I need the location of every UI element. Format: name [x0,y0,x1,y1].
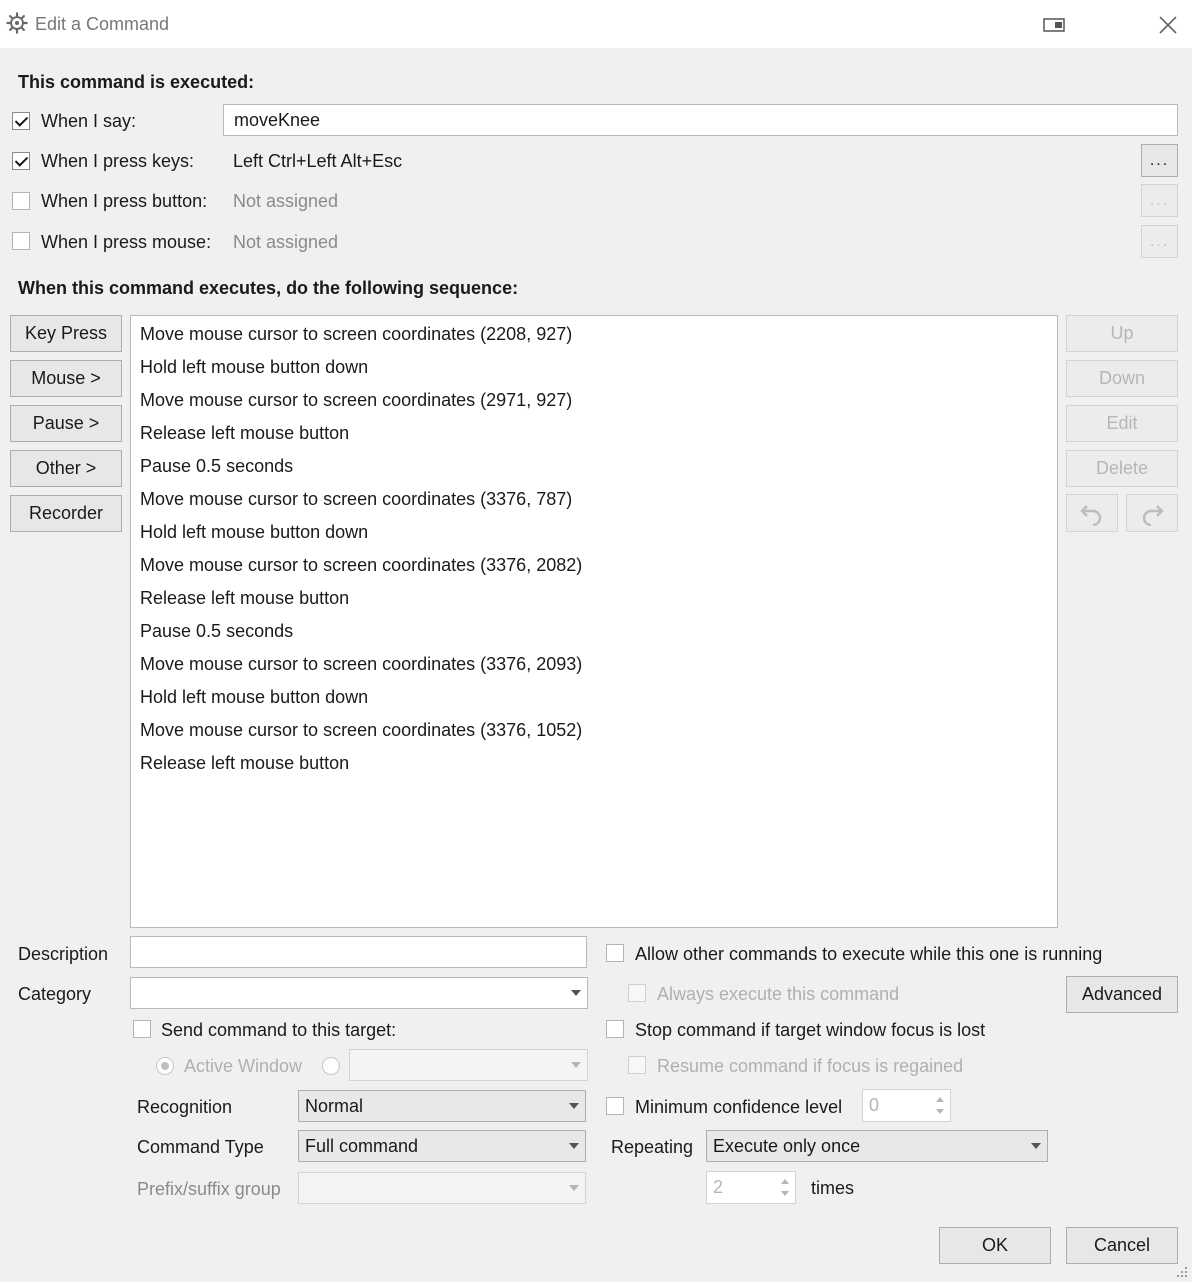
sequence-item[interactable]: Release left mouse button [140,423,350,443]
window-title: Edit a Command [35,14,170,34]
cancel-button[interactable]: Cancel [1066,1227,1178,1264]
close-icon[interactable] [1156,13,1180,37]
keys-assign-button[interactable]: ... [1141,144,1178,177]
sequence-item[interactable]: Move mouse cursor to screen coordinates (3376, 2082) [140,555,583,575]
undo-icon [1079,500,1105,526]
resume-focus-checkbox[interactable] [628,1056,646,1074]
when-mouse-checkbox[interactable] [12,232,30,250]
min-confidence-stepper[interactable] [862,1089,951,1122]
sequence-item[interactable]: Pause 0.5 seconds [140,456,294,476]
target-select[interactable] [349,1049,588,1081]
repeating-value: Execute only once [713,1135,861,1156]
times-label: times [811,1178,855,1198]
sequence-item[interactable]: Move mouse cursor to screen coordinates (3376, 787) [140,489,573,509]
min-confidence-checkbox[interactable] [606,1097,624,1115]
when-mouse-label: When I press mouse: [41,232,212,252]
prefix-suffix-label: Prefix/suffix group [137,1179,281,1199]
spin-down-icon[interactable] [781,1191,789,1196]
command-type-label: Command Type [137,1137,264,1157]
send-target-checkbox[interactable] [133,1020,151,1038]
sequence-item[interactable]: Move mouse cursor to screen coordinates (2208, 927) [140,324,573,344]
sequence-item[interactable]: Hold left mouse button down [140,687,369,707]
when-say-value: moveKnee [234,109,321,130]
allow-other-checkbox[interactable] [606,944,624,962]
button-assign-button[interactable]: ... [1141,184,1178,217]
spin-down-icon[interactable] [936,1109,944,1114]
chevron-down-icon [571,990,581,996]
send-target-label: Send command to this target: [161,1020,397,1040]
up-button[interactable]: Up [1066,315,1178,352]
gear-icon [6,12,28,34]
sequence-item[interactable]: Move mouse cursor to screen coordinates (3376, 1052) [140,720,583,740]
mouse-menu-button[interactable]: Mouse > [10,360,122,397]
when-say-checkbox[interactable] [12,112,30,130]
sequence-item[interactable]: Release left mouse button [140,753,350,773]
active-window-label: Active Window [184,1056,303,1076]
undo-button[interactable] [1066,494,1118,532]
active-window-radio[interactable] [156,1057,174,1075]
window-mode-icon[interactable] [1042,15,1068,35]
chevron-down-icon [571,1062,581,1068]
down-button[interactable]: Down [1066,360,1178,397]
always-execute-label: Always execute this command [657,984,900,1004]
ok-button[interactable]: OK [939,1227,1051,1264]
other-menu-button[interactable]: Other > [10,450,122,487]
stop-focus-checkbox[interactable] [606,1020,624,1038]
when-button-checkbox[interactable] [12,192,30,210]
repeat-times-stepper[interactable] [706,1171,796,1204]
repeating-select[interactable] [706,1130,1048,1162]
sequence-list[interactable] [130,315,1058,928]
allow-other-label: Allow other commands to execute while this one is running [635,944,1103,964]
category-label: Category [18,984,92,1004]
when-keys-label: When I press keys: [41,151,195,171]
sequence-item[interactable]: Move mouse cursor to screen coordinates (2971, 927) [140,390,573,410]
stop-focus-label: Stop command if target window focus is lost [635,1020,986,1040]
description-input[interactable] [130,936,587,968]
sequence-heading: When this command executes, do the following sequence: [18,278,519,298]
when-say-input[interactable] [223,104,1178,136]
redo-button[interactable] [1126,494,1178,532]
prefix-suffix-select[interactable] [298,1172,586,1204]
key-press-button[interactable]: Key Press [10,315,122,352]
repeat-times-value: 2 [713,1177,724,1197]
recorder-button[interactable]: Recorder [10,495,122,532]
when-keys-value: Left Ctrl+Left Alt+Esc [233,151,403,171]
resume-focus-label: Resume command if focus is regained [657,1056,964,1076]
spin-up-icon[interactable] [781,1179,789,1184]
sequence-item[interactable]: Move mouse cursor to screen coordinates (3376, 2093) [140,654,583,674]
repeating-label: Repeating [611,1137,694,1157]
chevron-down-icon [569,1143,579,1149]
specific-target-radio[interactable] [322,1057,340,1075]
when-keys-checkbox[interactable] [12,152,30,170]
sequence-item[interactable]: Hold left mouse button down [140,357,369,377]
advanced-button[interactable]: Advanced [1066,976,1178,1013]
chevron-down-icon [569,1185,579,1191]
when-mouse-value: Not assigned [233,232,339,252]
delete-button[interactable]: Delete [1066,450,1178,487]
title-bar [0,0,1192,48]
description-label: Description [18,944,109,964]
always-execute-checkbox[interactable] [628,984,646,1002]
when-button-value: Not assigned [233,191,339,211]
min-confidence-label: Minimum confidence level [635,1097,843,1117]
command-type-select[interactable] [298,1130,586,1162]
sequence-item[interactable]: Release left mouse button [140,588,350,608]
command-type-value: Full command [305,1135,419,1156]
edit-button[interactable]: Edit [1066,405,1178,442]
chevron-down-icon [569,1103,579,1109]
min-confidence-value: 0 [869,1095,880,1115]
chevron-down-icon [1031,1143,1041,1149]
trigger-heading: This command is executed: [18,72,255,92]
sequence-item[interactable]: Hold left mouse button down [140,522,369,542]
recognition-select[interactable] [298,1090,586,1122]
when-button-label: When I press button: [41,191,208,211]
resize-grip-icon[interactable] [1176,1266,1188,1278]
recognition-value: Normal [305,1095,364,1116]
redo-icon [1139,500,1165,526]
mouse-assign-button[interactable]: ... [1141,225,1178,258]
category-select[interactable] [130,977,588,1009]
spin-up-icon[interactable] [936,1097,944,1102]
recognition-label: Recognition [137,1097,233,1117]
when-say-label: When I say: [41,111,137,131]
sequence-item[interactable]: Pause 0.5 seconds [140,621,294,641]
pause-menu-button[interactable]: Pause > [10,405,122,442]
